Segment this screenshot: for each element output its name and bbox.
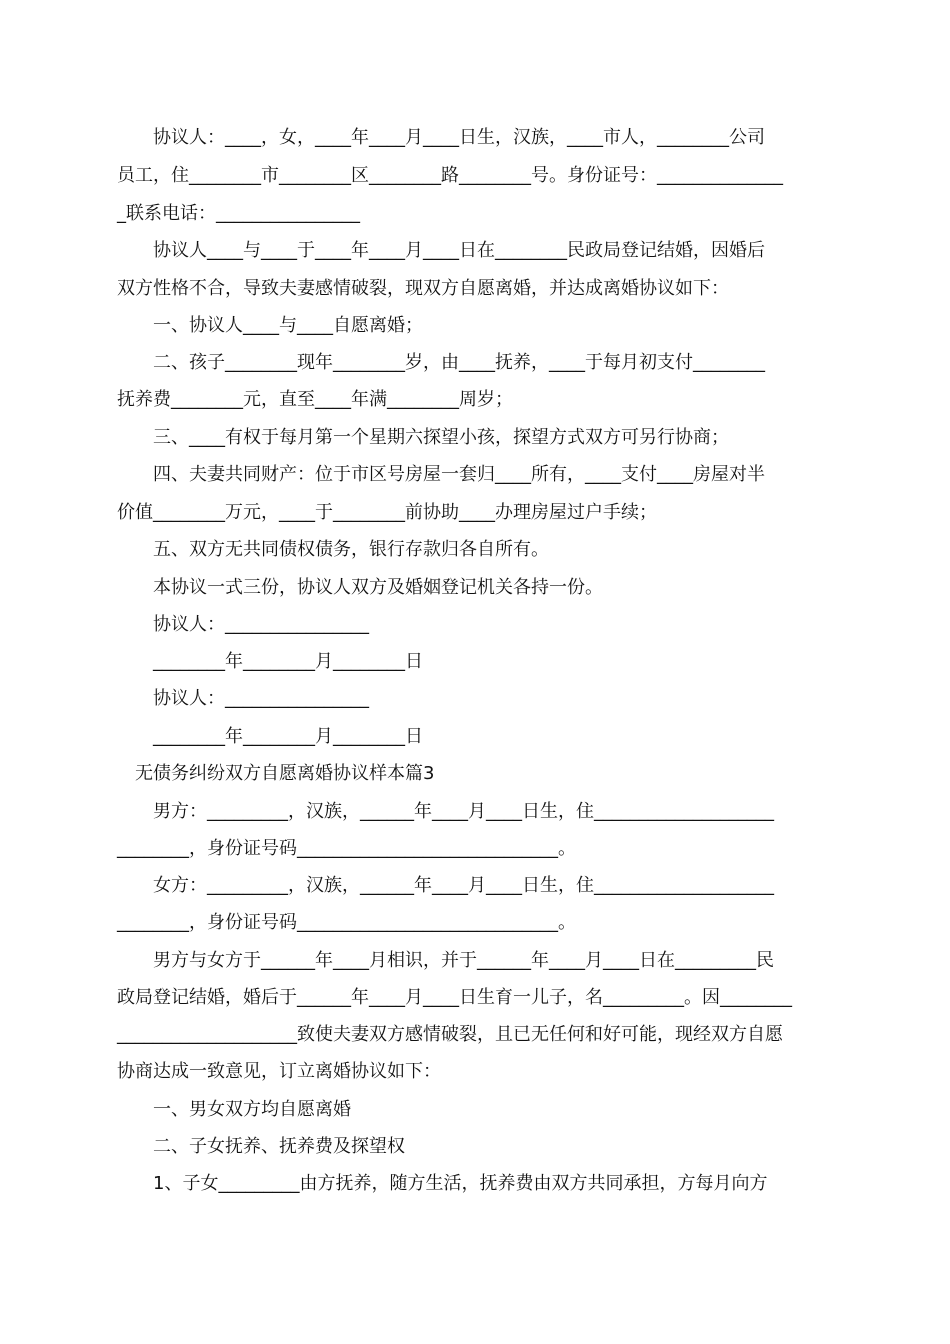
text-line: 1、子女_________由方抚养，随方生活，抚养费由双方共同承担，方每月向方 bbox=[117, 1173, 768, 1194]
text-line: 一、协议人____与____自愿离婚； bbox=[117, 315, 423, 336]
signature-line: 协议人：________________ bbox=[117, 614, 369, 635]
text-line: _联系电话：________________ bbox=[117, 203, 360, 224]
date-line: ________年________月________日 bbox=[117, 651, 423, 672]
text-line: 男方与女方于______年____月相识，并于______年____月____日在_________民 bbox=[117, 950, 774, 971]
section-heading: 无债务纠纷双方自愿离婚协议样本篇3 bbox=[117, 763, 435, 784]
text-line: ________，身份证号码_____________________________。 bbox=[117, 838, 576, 859]
text-line: 五、双方无共同债权债务，银行存款归各自所有。 bbox=[117, 539, 549, 560]
text-line: 双方性格不合，导致夫妻感情破裂，现双方自愿离婚，并达成离婚协议如下： bbox=[117, 278, 729, 299]
text-line: 政局登记结婚，婚后于______年____月____日生育一儿子，名_________。因________ bbox=[117, 987, 792, 1008]
text-line: 价值________万元，____于________前协助____办理房屋过户手续； bbox=[117, 502, 657, 523]
text-line: 协议人：____，女，____年____月____日生，汉族，____市人，________公司 bbox=[117, 127, 765, 148]
text-line: 本协议一式三份，协议人双方及婚姻登记机关各持一份。 bbox=[117, 577, 603, 598]
text-line: 男方：_________，汉族，______年____月____日生，住____________________ bbox=[117, 801, 774, 822]
text-line: 抚养费________元，直至____年满________周岁； bbox=[117, 389, 513, 410]
text-line: 员工，住________市________区________路________号。身份证号：______________ bbox=[117, 165, 783, 186]
text-line: 二、孩子________现年________岁，由____抚养，____于每月初支付________ bbox=[117, 352, 765, 373]
text-line: 协商达成一致意见，订立离婚协议如下： bbox=[117, 1061, 441, 1082]
text-line: 协议人____与____于____年____月____日在________民政局登记结婚，因婚后 bbox=[117, 240, 765, 261]
text-line: 女方：_________，汉族，______年____月____日生，住____________________ bbox=[117, 875, 774, 896]
text-line: ____________________致使夫妻双方感情破裂，且已无任何和好可能，现经双方自愿 bbox=[117, 1024, 783, 1045]
signature-line: 协议人：________________ bbox=[117, 688, 369, 709]
text-line: 四、夫妻共同财产：位于市区号房屋一套归____所有，____支付____房屋对半 bbox=[117, 464, 765, 485]
text-line: 一、男女双方均自愿离婚 bbox=[117, 1099, 351, 1120]
text-line: 三、____有权于每月第一个星期六探望小孩，探望方式双方可另行协商； bbox=[117, 427, 729, 448]
text-line: ________，身份证号码_____________________________。 bbox=[117, 912, 576, 933]
date-line: ________年________月________日 bbox=[117, 726, 423, 747]
text-line: 二、子女抚养、抚养费及探望权 bbox=[117, 1136, 405, 1157]
